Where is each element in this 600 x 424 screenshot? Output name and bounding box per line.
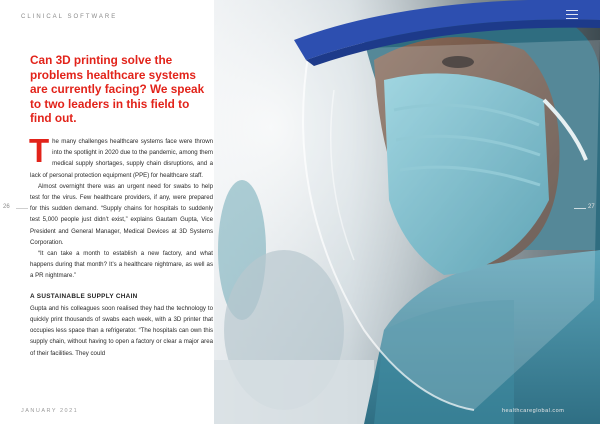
paragraph-2: Almost overnight there was an urgent need for swabs to help test for the virus. Few healthcare providers, if any, were prepared for this sudden demand. “Supply chains for hospitals to suddenly test 5,000 people just didn’t exist,” explains Gautam Gupta, Vice President and General Manager, Medical Devices at 3D Systems Corporation. [30,182,213,246]
cover-photo [214,0,600,424]
paragraph-4: Gupta and his colleagues soon realised they had the technology to quickly print thousands of swabs each week, with a 3D printer that occupies less space than a refrigerator. “The hospitals can own this supply chain, without having to open a factory or clear a major area of their facilities. They could [30,304,213,357]
menu-icon[interactable] [566,10,578,19]
paragraph-1-text: he many challenges healthcare systems face were thrown into the spotlight in 2020 due to the pandemic, among them medical supply shortages, supply chain disruptions, and a lack of personal protection equipment (PPE) for healthcare staff. [30,138,213,179]
headline: Can 3D printing solve the problems healthcare systems are currently facing? We speak to two leaders in this field to find out. [30,53,205,125]
paragraph-3: “It can take a month to establish a new factory, and what happens during that month? It’s a healthcare nightmare, as well as a PR nightmare.” [30,250,213,280]
page-number-right: 27 [588,204,595,210]
subheading: A SUSTAINABLE SUPPLY CHAIN [30,292,138,300]
healthcare-worker-photo [214,0,600,424]
footer-website: healthcareglobal.com [502,408,565,414]
drop-cap: T [29,132,50,169]
page-rule-right [574,208,586,209]
paragraph-1 [29,132,213,181]
left-page [0,0,214,424]
page-rule-left [16,208,28,209]
page-number-left: 26 [3,204,10,210]
article-body [29,132,213,359]
section-label: CLINICAL SOFTWARE [21,14,118,20]
footer-date: JANUARY 2021 [21,408,79,414]
